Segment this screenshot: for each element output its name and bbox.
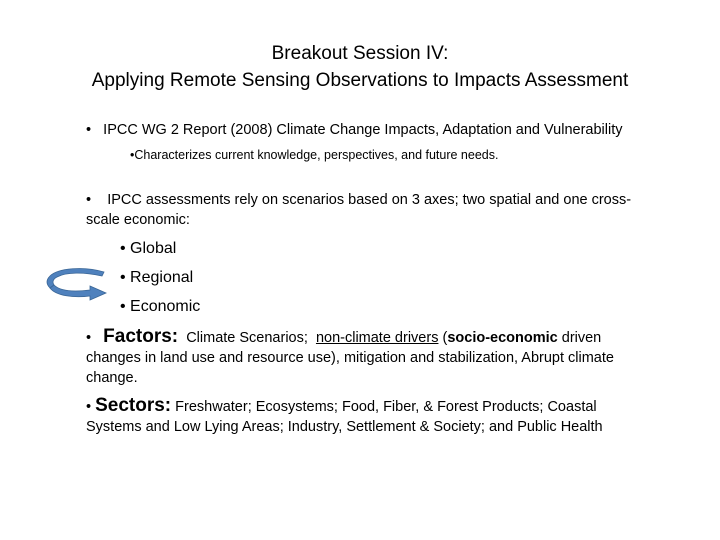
sectors-text: Freshwater; Ecosystems; Food, Fiber, & Forest Products; Coastal Systems and Low Lying Areas; Industry, Settlement & Society; and Public Health	[86, 399, 603, 435]
factors-non-climate-link[interactable]: non-climate drivers	[315, 330, 439, 346]
sectors-label: Sectors:	[95, 395, 172, 416]
bullet-sectors	[86, 396, 646, 437]
factors-climate: Climate Scenarios;	[186, 330, 308, 346]
bullet-marker: •	[86, 122, 92, 138]
slide-body	[86, 120, 646, 437]
list-item-global: • Global	[120, 240, 177, 257]
title-line-2: Applying Remote Sensing Observations to Impacts Assessment	[91, 70, 629, 91]
factors-label: Factors:	[103, 326, 179, 347]
bullet-ipcc-report	[86, 120, 646, 164]
bullet-marker: •	[86, 399, 92, 415]
factors-paren: (	[442, 330, 448, 346]
title-line-1: Breakout Session IV:	[271, 43, 449, 64]
sub-bullet-characterizes: •Characterizes current knowledge, perspectives, and future needs.	[130, 148, 499, 162]
factors-socio-economic: socio-economic	[447, 330, 558, 346]
bullet-marker: •	[86, 330, 92, 346]
axes-list	[120, 234, 646, 321]
bullet-factors	[86, 327, 646, 388]
bullet-assessments	[86, 190, 646, 321]
factors-rest: driven changes in land use and resource use), mitigation and stabilization, Abrupt climate change.	[86, 330, 614, 386]
bullet-text: IPCC assessments rely on scenarios based on 3 axes; two spatial and one cross-scale economic:	[86, 192, 632, 228]
bullet-text: IPCC WG 2 Report (2008) Climate Change Impacts, Adaptation and Vulnerability	[103, 122, 623, 138]
bullet-marker: •	[86, 192, 92, 208]
list-item-economic: • Economic	[120, 298, 201, 315]
list-item-regional: • Regional	[120, 269, 194, 286]
slide-title	[0, 40, 720, 94]
